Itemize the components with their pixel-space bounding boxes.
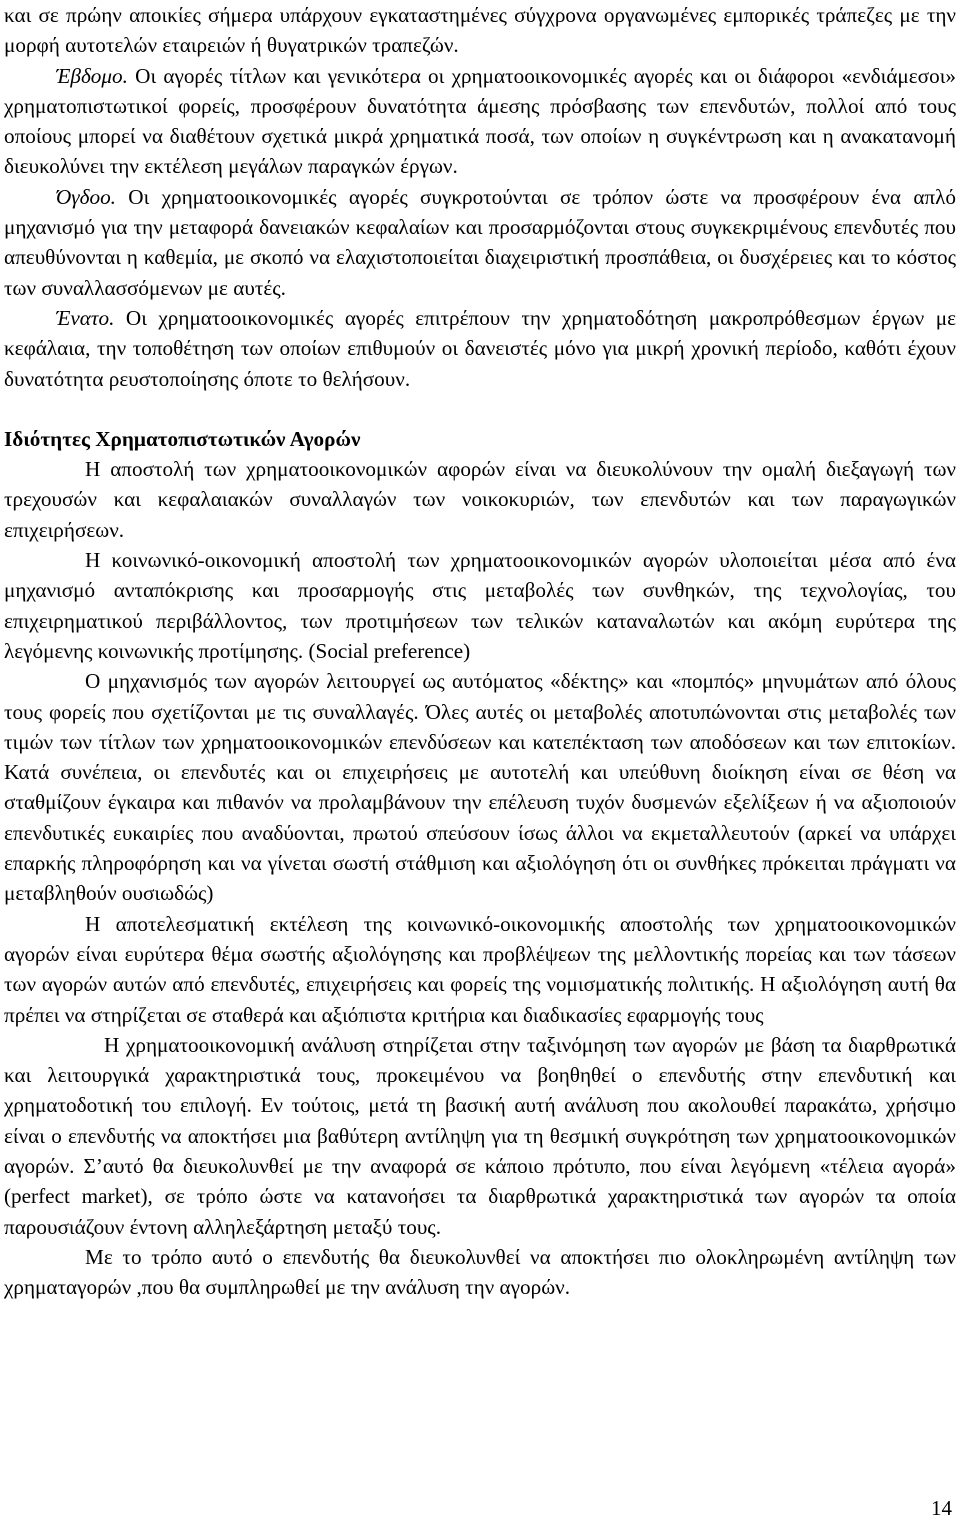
body-text bbox=[4, 0, 956, 1302]
paragraph-ninth bbox=[4, 303, 956, 394]
paragraph-text: Οι χρηματοοικονομικές αγορές επιτρέπουν την χρηματοδότηση μακροπρόθεσμων έργων με κεφάλαια, την τοποθέτηση των οποίων επιθυμούν οι δανειστές μόνο για μικρή χρονική περίοδο, καθότι έχουν δυνατότητα ρευστοποίησης όποτε το θελήσουν. bbox=[4, 305, 956, 391]
paragraph-label: Ένατο. bbox=[56, 305, 115, 330]
section-heading: Ιδιότητες Χρηματοπιστωτικών Αγορών bbox=[4, 426, 361, 451]
paragraph-label: Όγδοο. bbox=[56, 184, 116, 209]
paragraph: Με το τρόπο αυτό ο επενδυτής θα διευκολυνθεί να αποκτήσει πιο ολοκληρωμένη αντίληψη των χρηματαγορών ,που θα συμπληρωθεί με την ανάλυση την αγορών. bbox=[4, 1244, 956, 1300]
paragraph-eighth bbox=[4, 182, 956, 303]
paragraph-text: Οι αγορές τίτλων και γενικότερα οι χρηματοοικονομικές αγορές και οι διάφοροι «ενδιάμεσοι» χρηματοπιστωτικοί φορείς, προσφέρουν δυνατότητα άμεσης πρόσβασης των επενδυτών, πολλοί από τους οποίους μπορεί να διαθέτουν σχετικά μικρά χρηματικά ποσά, των οποίων η συγκέντρωση και η ανακατανομή διευκολύνει την εκτέλεση μεγάλων παραγκών έργων. bbox=[4, 63, 956, 179]
paragraph-seventh bbox=[4, 61, 956, 182]
paragraph: Η κοινωνικό-οικονομική αποστολή των χρηματοοικονομικών αγορών υλοποιείται μέσα από ένα μηχανισμό ανταπόκρισης και προσαρμογής στις μεταβολές των συνθηκών, της τεχνολογίας, του επιχειρηματικού περιβάλλοντος, των προτιμήσεων των τελικών καταναλωτών και ακόμη ευρύτερα της λεγόμενης κοινωνικής προτίμησης. (Social preference) bbox=[4, 548, 956, 663]
paragraph-text: Οι χρηματοοικονομικές αγορές συγκροτούνται σε τρόπον ώστε να προσφέρουν ένα απλό μηχανισμό για την μεταφορά δανειακών κεφαλαίων και προσαρμόζονται στους συγκεκριμένους επενδυτές που απευθύνονται η καθεμία, με σκοπό να ελαχιστοποιείται διαχειριστική προσπάθεια, οι δυσχέρειες και το κόστος των συναλλασσόμενων με αυτές. bbox=[4, 184, 956, 300]
paragraph-label: Έβδομο. bbox=[56, 63, 128, 88]
paragraph: Ο μηχανισμός των αγορών λειτουργεί ως αυτόματος «δέκτης» και «πομπός» μηνυμάτων από όλους τους φορείς που σχετίζονται με τις συναλλαγές. Όλες αυτές οι μεταβολές αποτυπώνονται στις μεταβολές των τιμών των τίτλων των χρηματοοικονομικών επενδύσεων και κατεπέκταση των αποδόσεων και των επιτοκίων. Κατά συνέπεια, οι επενδυτές και οι επιχειρήσεις με αυτοτελή και υπεύθυνη διοίκηση είναι σε θέση να σταθμίζουν έγκαιρα και πιθανόν να προλαμβάνουν την επέλευση τυχόν δυσμενών εξελίξεων ή να αξιοποιούν επενδυτικές ευκαιρίες που αναδύονται, πρωτού σπεύσουν ίσως άλλοι να εκμεταλλευτούν (αρκεί να υπάρχει επαρκής πληροφόρηση και να γίνεται σωστή στάθμιση και αξιολόγηση ότι οι συνθήκες πρόκειται πράγματι να μεταβληθούν ουσιωδώς) bbox=[4, 669, 956, 906]
paragraph: Η αποτελεσματική εκτέλεση της κοινωνικό-οικονομικής αποστολής των χρηματοοικονομικών αγορών είναι ευρύτερα θέμα σωστής αξιολόγησης και προβλέψεων της μελλοντικής πορείας και των τάσεων των αγορών αυτών από επενδυτές, επιχειρήσεις και φορείς της νομισματικής πολιτικής. Η αξιολόγηση αυτή θα πρέπει να στηρίζεται σε σταθερά και αξιόπιστα κριτήρια και διαδικασίες εφαρμογής τους bbox=[4, 911, 956, 1027]
paragraph: Η αποστολή των χρηματοοικονομικών αφορών είναι να διευκολύνουν την ομαλή διεξαγωγή των τρεχουσών και κεφαλαιακών συναλλαγών των νοικοκυριών, των επενδυτών και των παραγωγικών επιχειρήσεων. bbox=[4, 457, 956, 542]
paragraph-continuation: και σε πρώην αποικίες σήμερα υπάρχουν εγκαταστημένες σύγχρονα οργανωμένες εμπορικές τράπεζες με την μορφή αυτοτελών εταιρειών ή θυγατρικών τραπεζών. bbox=[4, 3, 956, 58]
paragraph: Η χρηματοοικονομική ανάλυση στηρίζεται στην ταξινόμηση των αγορών με βάση τα διαρθρωτικά και λειτουργικά χαρακτηριστικά τους, προκειμένου να βοηθηθεί ο επενδυτής στην επενδυτική και χρηματοδοτική του επιλογή. Εν τούτοις, μετά τη βασική αυτή ανάλυση που ακολουθεί παρακάτω, χρήσιμο είναι ο επενδυτής να αποκτήσει μια βαθύτερη αντίληψη για τη θεσμική συγκρότηση των χρηματοοικονομικών αγορών. Σ’αυτό θα διευκολυνθεί με την αναφορά σε κάποιο πρότυπο, που είναι λεγόμενη «τέλεια αγορά» (perfect market), σε τρόπο ώστε να κατανοήσει τα διαρθρωτικά χαρακτηριστικά των αγορών τα οποία παρουσιάζουν έντονη αλληλεξάρτηση μεταξύ τους. bbox=[4, 1032, 956, 1239]
page-number: 14 bbox=[931, 1496, 952, 1520]
